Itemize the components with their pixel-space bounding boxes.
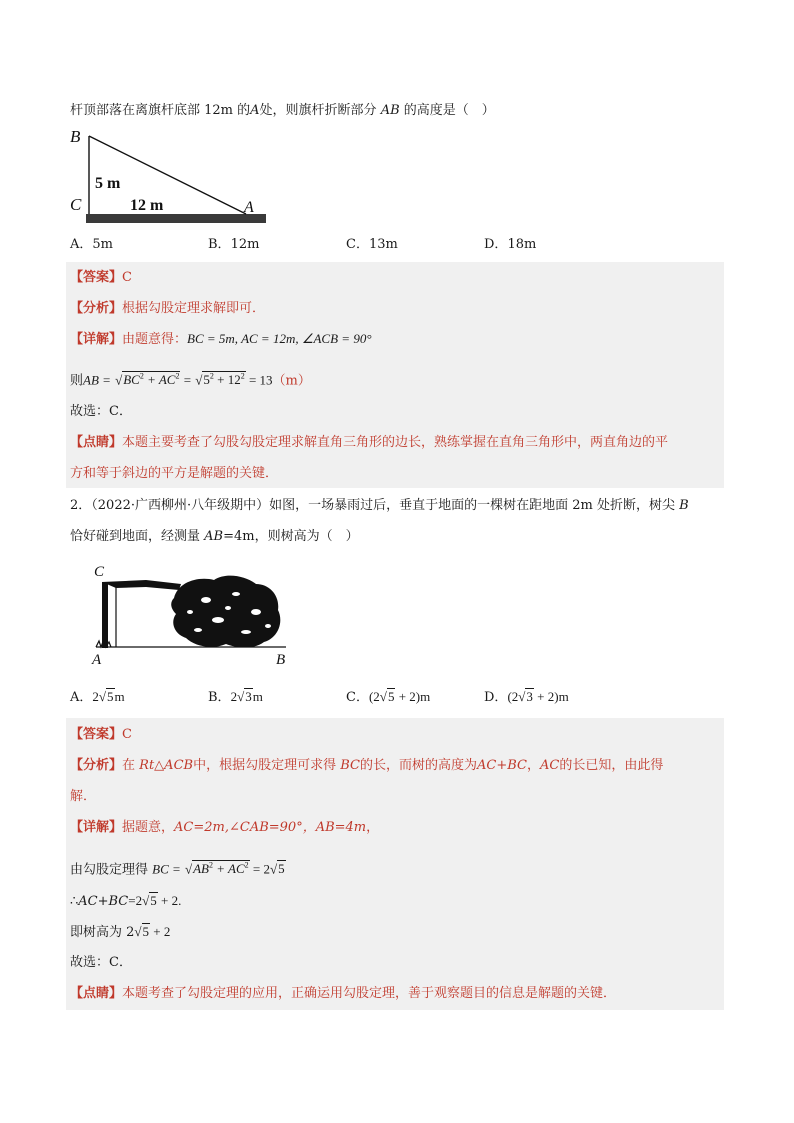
q1-option-d[interactable]: D．18m [484, 237, 537, 252]
q2-answer: 【答案】C [70, 727, 132, 742]
label-c: C [94, 564, 105, 580]
q2-option-d[interactable]: D．(2√3 + 2)m [484, 689, 569, 705]
q2-option-a[interactable]: A．2√5m [70, 689, 125, 705]
q1-calculation: 则AB = $√BC^2 + AC^2 = √5^2 + 12^2 = 13(m)$ [70, 372, 311, 389]
label-a: A [92, 652, 102, 668]
broken-top [102, 580, 181, 590]
q2-calc-bc: 由勾股定理得 BC = $√AB^2 + AC^2 = 2√5$ [70, 861, 285, 878]
q1-triangle-figure [66, 124, 276, 228]
q2-calc-height: 即树高为 2√5 + 2 [70, 924, 171, 940]
q1-option-b[interactable]: B．12m [208, 237, 260, 252]
label-5m: 5 m [95, 175, 121, 192]
label-b: B [276, 652, 286, 668]
q2-choice: 故选：C． [70, 955, 132, 970]
q1-comment-line2: 方和等于斜边的平方是解题的关键． [70, 466, 279, 481]
label-b: B [70, 127, 81, 146]
q1-comment-line1: 【点睛】本题主要考查了勾股勾股定理求解直角三角形的边长，熟练掌握在直角三角形中，两直角边的平 [70, 435, 669, 450]
q2-calc-sum: ∴AC+BC=2√5 + 2. [70, 893, 182, 909]
q1-option-a[interactable]: A．5m [70, 237, 113, 252]
q1-option-c[interactable]: C．13m [346, 237, 398, 252]
q1-answer: 【答案】C [70, 270, 132, 285]
q1-stem: 杆顶部落在离旗杆底部 12m 的A处，则旗杆折断部分 AB 的高度是（ ） [70, 103, 495, 118]
q2-analysis-line1: 【分析】在 Rt△ACB中，根据勾股定理可求得 BC的长，而树的高度为AC+BC，AC的长已知，由此得 [70, 758, 664, 773]
q2-stem-line2: 恰好碰到地面，经测量 AB=4m，则树高为（ ） [70, 529, 359, 544]
q1-detail: 【详解】由题意得：BC = 5m, AC = 12m, ∠ACB = 90° [70, 331, 372, 347]
q2-tree-figure [86, 560, 296, 668]
label-12m: 12 m [130, 197, 164, 214]
q2-option-b[interactable]: B．2√3m [208, 689, 263, 705]
label-a: A [244, 199, 254, 216]
q2-option-c[interactable]: C．(2√5 + 2)m [346, 689, 431, 705]
q2-analysis-line2: 解． [70, 789, 97, 804]
q2-stem-line1: 2．（2022·广西柳州·八年级期中）如图，一场暴雨过后，垂直于地面的一棵树在距地面 2m 处折断，树尖 B [70, 498, 689, 513]
q1-choice: 故选：C． [70, 404, 132, 419]
q1-analysis: 【分析】根据勾股定理求解即可． [70, 301, 266, 316]
q2-detail: 【详解】据题意，AC=2m,∠CAB=90°，AB=4m， [70, 820, 380, 835]
ground-bar [86, 214, 266, 223]
tree-trunk [102, 582, 108, 648]
q2-comment: 【点睛】本题考查了勾股定理的应用，正确运用勾股定理，善于观察题目的信息是解题的关键． [70, 986, 617, 1001]
label-c: C [70, 195, 82, 214]
